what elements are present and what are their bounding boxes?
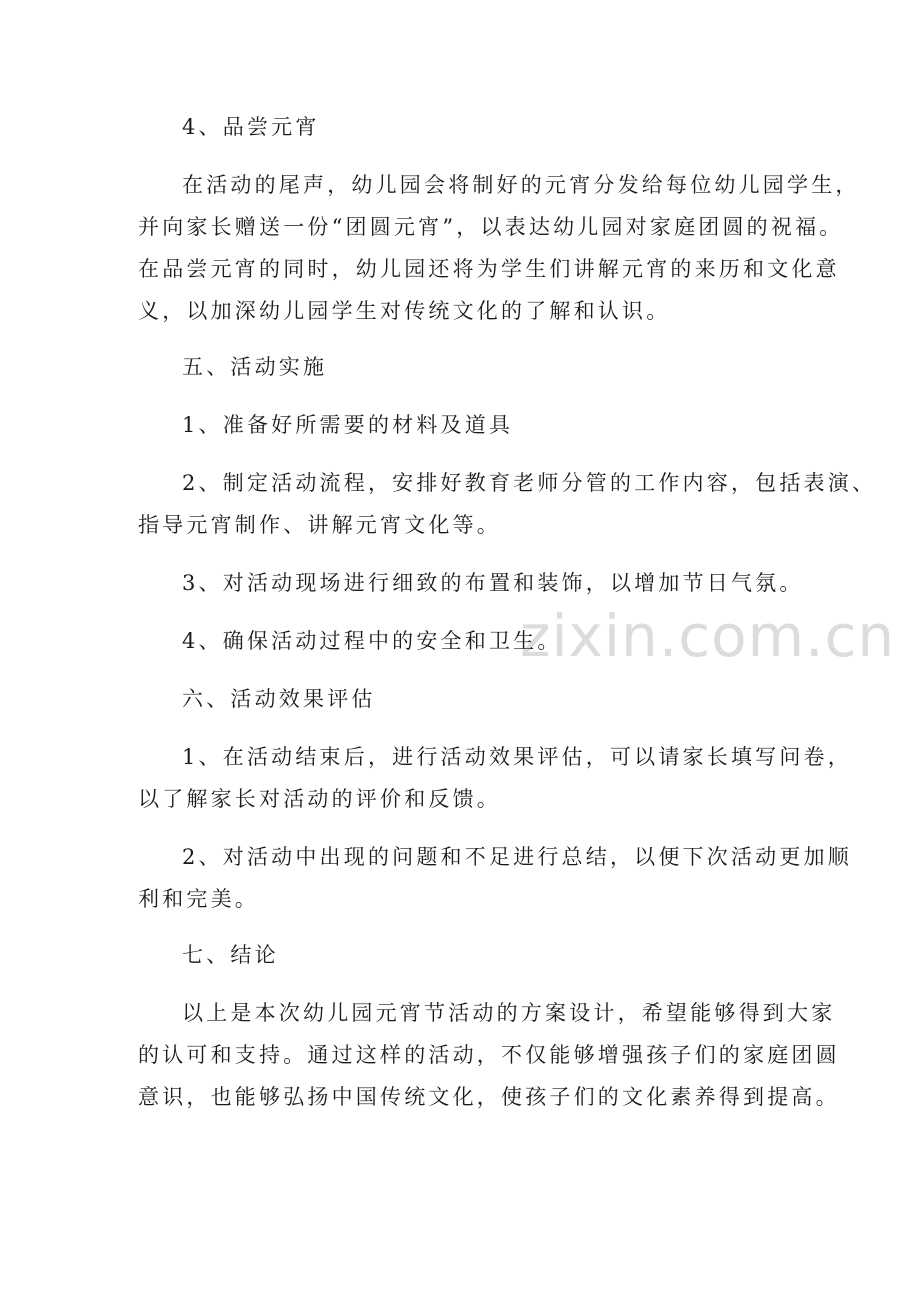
paragraph-line: 并向家长赠送一份“团圆元宵”，以表达幼儿园对家庭团圆的祝福。 [138,215,844,239]
subheading-taste-yuanxiao: 4、品尝元宵 [182,115,320,139]
list-item: 1、在活动结束后，进行活动效果评估，可以请家长填写问卷， [182,745,852,769]
paragraph-line: 在活动的尾声，幼儿园会将制好的元宵分发给每位幼儿园学生， [182,173,860,197]
list-item: 1、准备好所需要的材料及道具 [182,413,514,437]
list-item: 2、对活动中出现的问题和不足进行总结，以便下次活动更加顺 [182,845,852,869]
section-heading-conclusion: 七、结论 [182,943,279,967]
section-heading-evaluation: 六、活动效果评估 [182,687,376,711]
watermark: zixin.com.cn [520,602,896,670]
paragraph-line: 在品尝元宵的同时，幼儿园还将为学生们讲解元宵的来历和文化意 [138,257,840,281]
list-item-continuation: 以了解家长对活动的评价和反馈。 [138,787,501,811]
paragraph-line: 以上是本次幼儿园元宵节活动的方案设计，希望能够得到大家 [182,1001,836,1025]
paragraph-line: 的认可和支持。通过这样的活动，不仅能够增强孩子们的家庭团圆 [138,1043,840,1067]
list-item: 4、确保活动过程中的安全和卫生。 [182,629,562,653]
list-item-continuation: 指导元宵制作、讲解元宵文化等。 [138,513,501,537]
list-item-continuation: 利和完美。 [138,887,259,911]
list-item: 2、制定活动流程，安排好教育老师分管的工作内容，包括表演、 [182,471,877,495]
list-item: 3、对活动现场进行细致的布置和装饰，以增加节日气氛。 [182,571,804,595]
paragraph-line: 意识，也能够弘扬中国传统文化，使孩子们的文化素养得到提高。 [138,1085,840,1109]
paragraph-line: 义，以加深幼儿园学生对传统文化的了解和认识。 [138,299,671,323]
section-heading-implementation: 五、活动实施 [182,355,328,379]
